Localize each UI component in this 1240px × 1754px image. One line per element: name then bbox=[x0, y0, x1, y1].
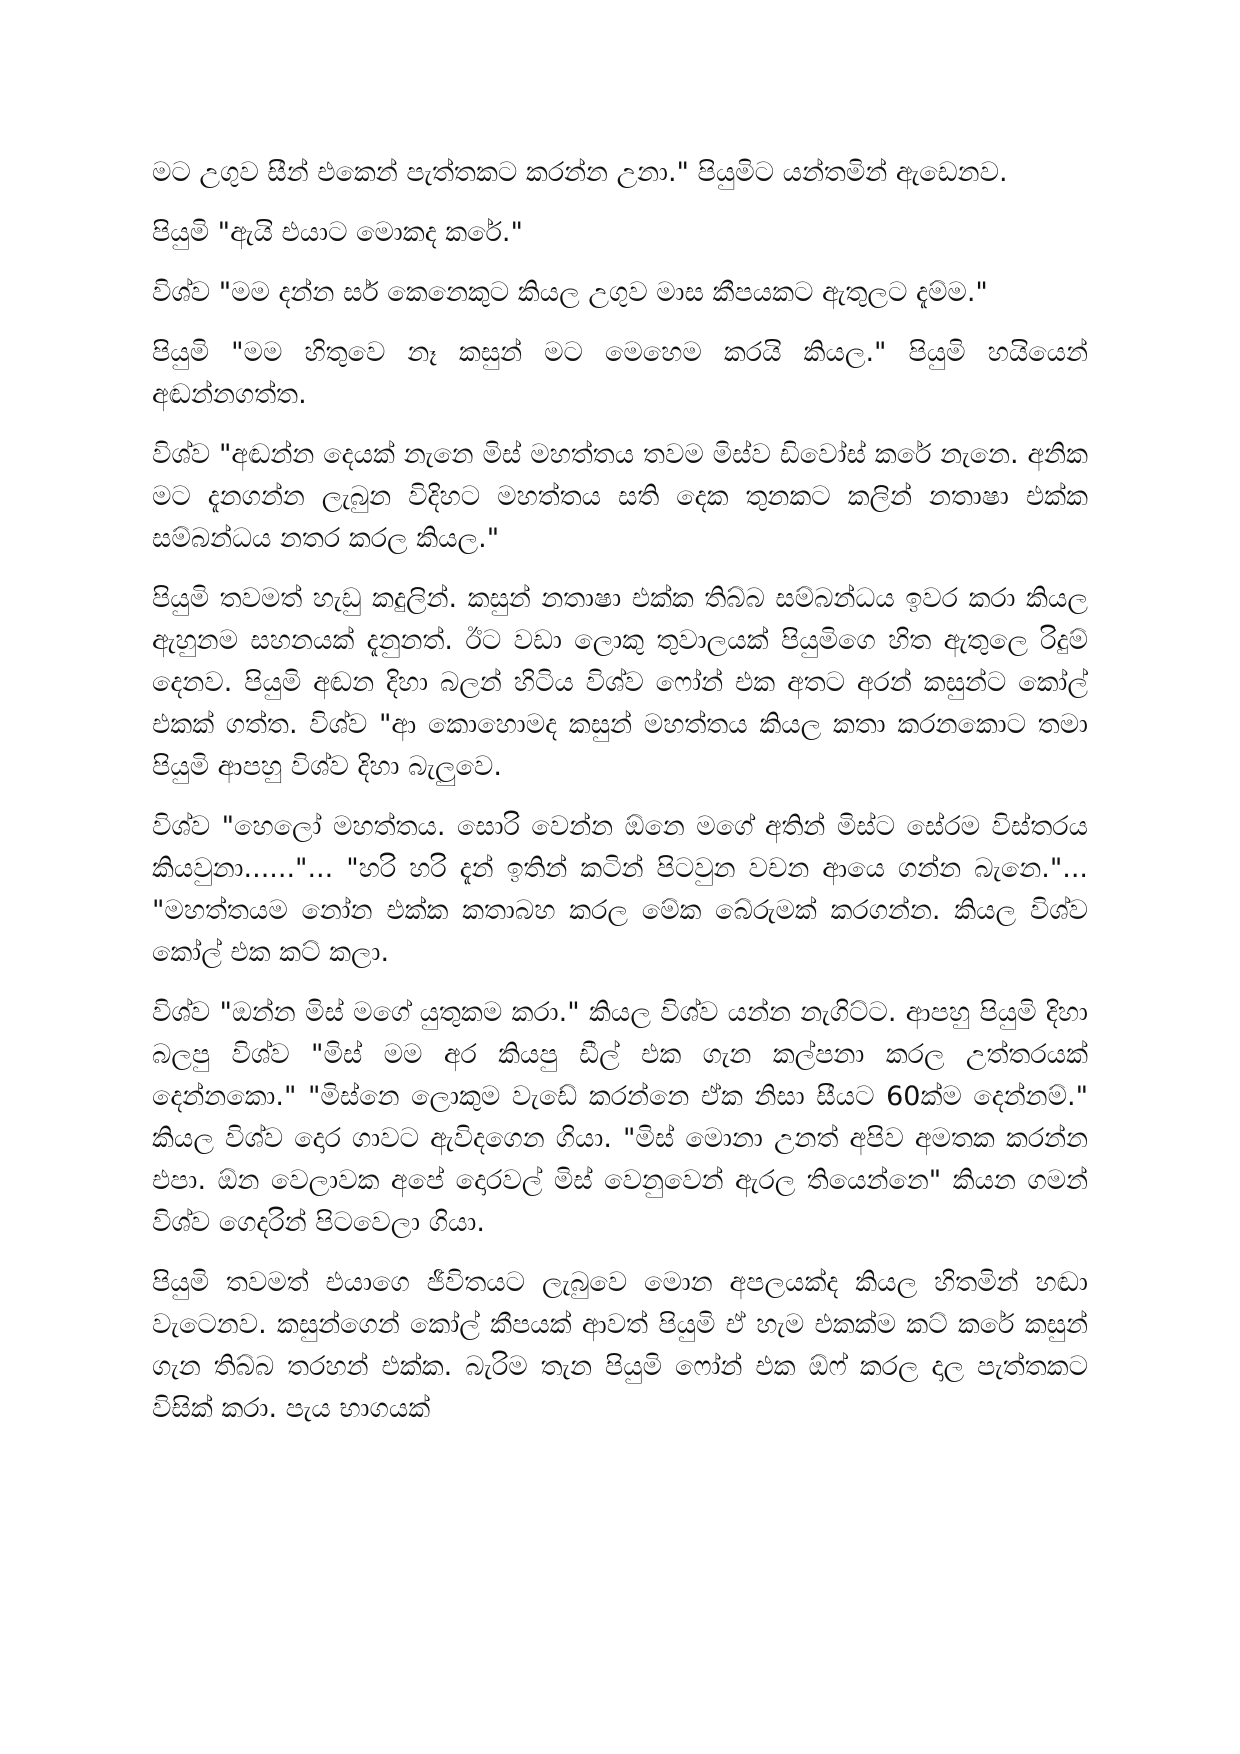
story-text bbox=[152, 152, 1088, 1448]
paragraph-1: මට උගුව සීන් එකෙන් පැත්තකට කරන්න උනා." පියුමිට යන්තමින් ඇඩෙනව. bbox=[152, 157, 1008, 188]
paragraph-2: පියුමි "ඇයි එයාට මොකද කරේ." bbox=[152, 217, 523, 248]
paragraph-6: පියුමි තවමත් හැඩු කදුලින්. කසුන් නතාෂා එක්ක තිබ්බ සම්බන්ධය ඉවර කරා කියල ඇහුනම සහනයක් දැනුනත්. ඊට වඩා ලොකු තුවාලයක් පියුමිගෙ හිත ඇතුලෙ රිදුම් දෙනව. පියුමි අඬන දිහා බලන් හිටිය විශ්ව ෆෝන් එක අතට අරන් කසුන්ට කෝල් එකක් ගත්ත. විශ්ව "ආ කොහොමද කසුන් මහත්තය කියල කතා කරනකොට තමා පියුමි ආපහු විශ්ව දිහා බැලුවෙ. bbox=[152, 583, 1088, 782]
paragraph-4: පියුමි "මම හිතුවෙ නෑ කසුන් මට මෙහෙම කරයි කියල." පියුමි හයියෙන් අඬන්නගත්ත. bbox=[152, 337, 1088, 410]
paragraph-3: විශ්ව "මම දන්න සර් කෙනෙකුට කියල උගුව මාස කීපයකට ඇතුලට දැම්ම." bbox=[152, 277, 988, 308]
paragraph-5: විශ්ව "අඬන්න දෙයක් නැනෙ මිස් මහත්තය තවම මිස්ව ඩිවෝස් කරේ නැනෙ. අනික මට දැනගන්න ලැබුන විදිහට මහත්තය සති දෙක තුනකට කලින් නතාෂා එක්ක සම්බන්ධය නතර කරල කියල." bbox=[152, 439, 1088, 554]
paragraph-9: පියුමි තවමත් එයාගෙ ජීවිතයට ලැබුවෙ මොන අපලයක්ද කියල හිතමින් හඬා වැටෙනව. කසුන්ගෙන් කෝල් කීපයක් ආවත් පියුමි ඒ හැම එකක්ම කට් කරේ කසුන් ගැන තිබ්බ තරහන් එක්ක. බැරිම තැන පියුමි ෆෝන් එක ඕෆ් කරල දාල පැත්තකට විසික් කරා. පැය භාගයක් bbox=[152, 1267, 1088, 1424]
paragraph-7: විශ්ව "හෙලෝ මහත්තය. සොරි වෙන්න ඕනෙ මගේ අතින් මිස්ට සේරම විස්තරය කියවුනා......"... "හරි හරි දැන් ඉතින් කටින් පිටවුන වචන ආයෙ ගන්න බැනෙ."... "මහත්තයම නෝන එක්ක කතාබහ කරල මේක බේරුමක් කරගන්න. කියල විශ්ව කෝල් එක කට් කලා. bbox=[152, 811, 1088, 968]
paragraph-8: විශ්ව "ඔන්න මිස් මගේ යුතුකම කරා." කියල විශ්ව යන්න නැගිට්ට. ආපහු පියුමි දිහා බලපු විශ්ව "මිස් මම අර කියපු ඩීල් එක ගැන කල්පනා කරල උත්තරයක් දෙන්නකො." "මිස්නෙ ලොකුම වැඩේ කරන්නෙ ඒක නිසා සීයට 60ක්ම දෙන්නම්." කියල විශ්ව දොර ගාවට ඇවිදගෙන ගියා. "මිස් මොනා උනත් අපිව අමතක කරන්න එපා. ඕන වෙලාවක අපේ දොරවල් මිස් වෙනුවෙන් ඇරල තියෙන්නෙ" කියන ගමන් විශ්ව ගෙදරින් පිටවෙලා ගියා. bbox=[152, 997, 1088, 1238]
